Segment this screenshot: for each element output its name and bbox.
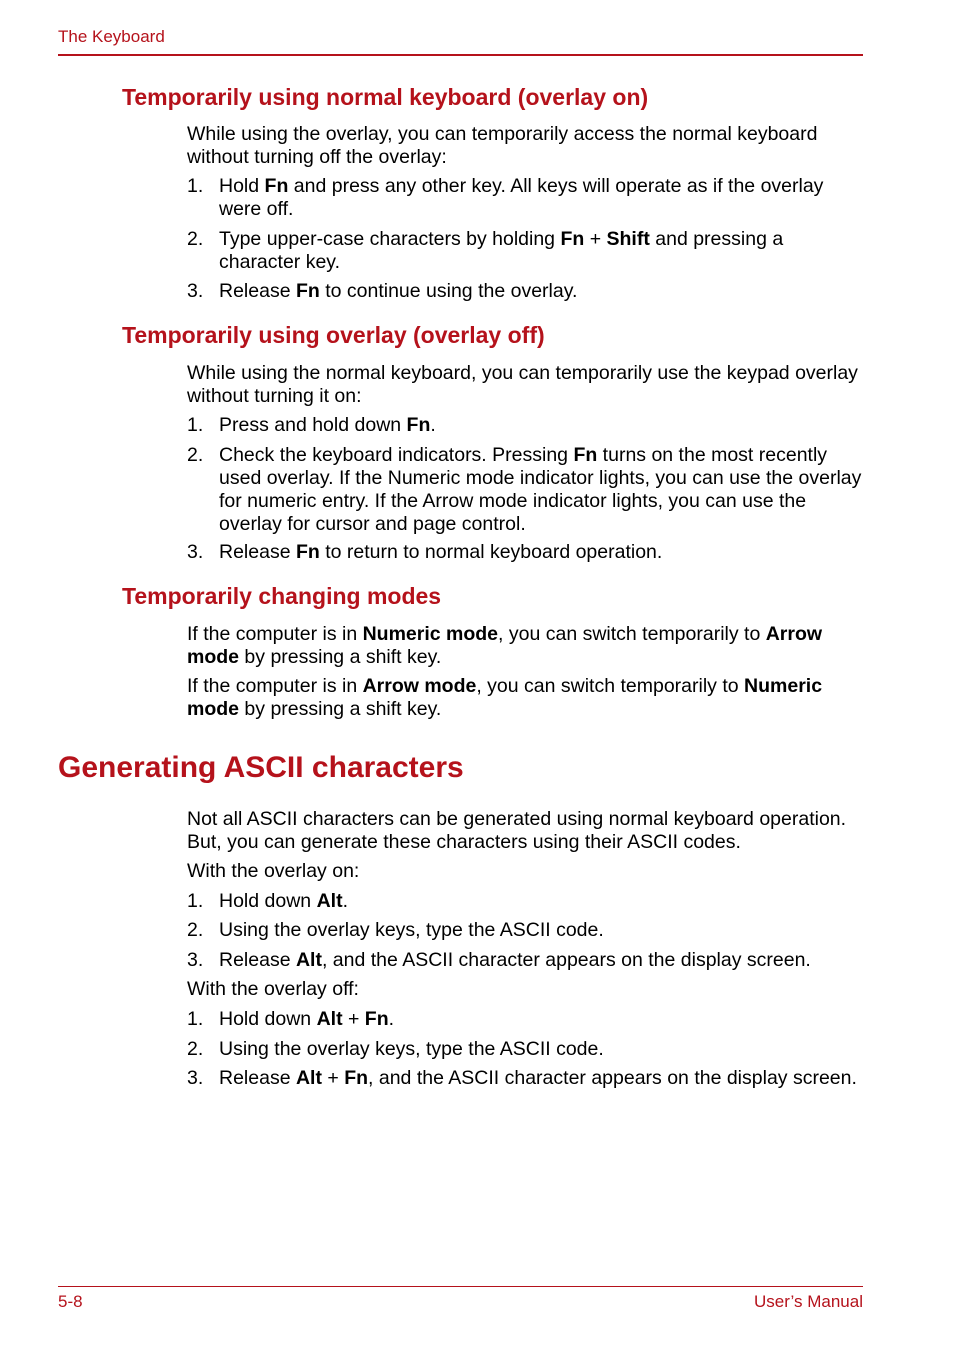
list-item: 2. Type upper-case characters by holding Fn + Shift and pressing a character key. bbox=[187, 228, 784, 273]
list-item: 3. Release Fn to continue using the overlay. bbox=[187, 280, 578, 302]
heading-overlay-off: Temporarily using overlay (overlay off) bbox=[122, 322, 545, 348]
list-item: 1. Hold down Alt. bbox=[187, 890, 348, 912]
list-number: 1. bbox=[187, 175, 204, 197]
running-header: The Keyboard bbox=[58, 27, 165, 46]
list-number: 2. bbox=[187, 1038, 204, 1060]
list-number: 2. bbox=[187, 444, 204, 466]
list-number: 3. bbox=[187, 1067, 204, 1089]
list-number: 3. bbox=[187, 541, 204, 563]
heading-ascii: Generating ASCII characters bbox=[58, 751, 464, 784]
heading-changing-modes: Temporarily changing modes bbox=[122, 583, 442, 609]
list-item: 2. Check the keyboard indicators. Pressing Fn turns on the most recently used overlay. If the Numeric mode indicator lights, you can use the overlay for numeric entry. If the Arrow mode indicator lights, you can use the overlay for cursor and page control. bbox=[187, 444, 862, 535]
list-item: 3. Release Alt + Fn, and the ASCII character appears on the display screen. bbox=[187, 1067, 857, 1089]
list-item: 3. Release Fn to return to normal keyboard operation. bbox=[187, 541, 663, 563]
overlay-on-intro: While using the overlay, you can temporarily access the normal keyboard without turning off the overlay: bbox=[187, 123, 818, 168]
list-number: 3. bbox=[187, 280, 204, 302]
list-item: 2. Using the overlay keys, type the ASCII code. bbox=[187, 919, 604, 941]
manual-title: User’s Manual bbox=[754, 1292, 863, 1311]
list-number: 1. bbox=[187, 890, 204, 912]
header-rule bbox=[58, 54, 863, 56]
list-item: 1. Press and hold down Fn. bbox=[187, 414, 436, 436]
paragraph: If the computer is in Arrow mode, you can switch temporarily to Numeric mode by pressing a shift key. bbox=[187, 675, 823, 720]
list-number: 3. bbox=[187, 949, 204, 971]
list-item: 1. Hold down Alt + Fn. bbox=[187, 1008, 395, 1030]
paragraph: If the computer is in Numeric mode, you can switch temporarily to Arrow mode by pressing a shift key. bbox=[187, 623, 823, 668]
list-number: 1. bbox=[187, 1008, 204, 1030]
list-number: 2. bbox=[187, 919, 204, 941]
heading-overlay-on: Temporarily using normal keyboard (overlay on) bbox=[122, 84, 649, 110]
footer-rule bbox=[58, 1286, 863, 1287]
list-item: 3. Release Alt, and the ASCII character appears on the display screen. bbox=[187, 949, 811, 971]
list-number: 1. bbox=[187, 414, 204, 436]
overlay-off-intro: While using the normal keyboard, you can temporarily use the keypad overlay without turning it on: bbox=[187, 362, 858, 407]
list-item: 2. Using the overlay keys, type the ASCII code. bbox=[187, 1038, 604, 1060]
list-number: 2. bbox=[187, 228, 204, 250]
overlay-on-label: With the overlay on: bbox=[187, 860, 360, 882]
overlay-off-label: With the overlay off: bbox=[187, 978, 359, 1000]
ascii-intro: Not all ASCII characters can be generated using normal keyboard operation. But, you can generate these characters using their ASCII codes. bbox=[187, 808, 847, 853]
list-item: 1. Hold Fn and press any other key. All keys will operate as if the overlay were off. bbox=[187, 175, 824, 220]
page-number: 5-8 bbox=[58, 1292, 83, 1311]
